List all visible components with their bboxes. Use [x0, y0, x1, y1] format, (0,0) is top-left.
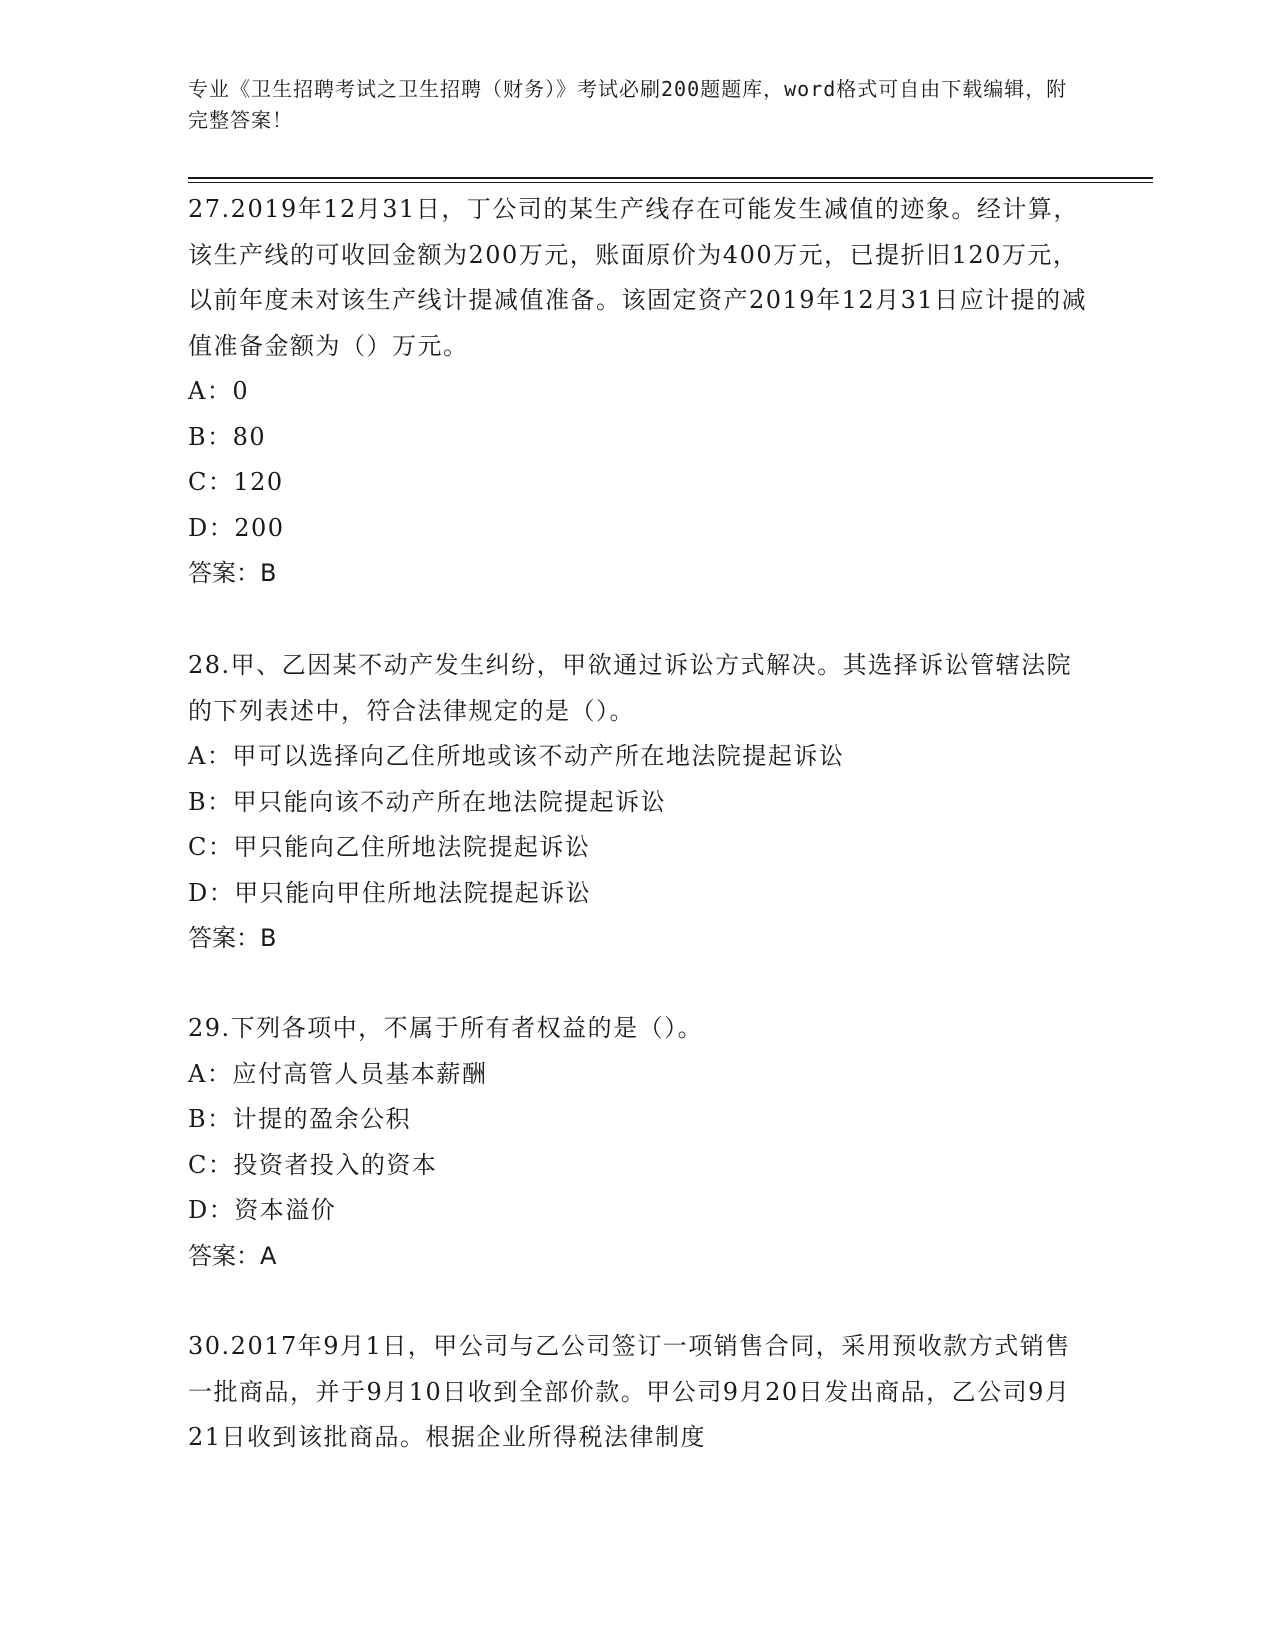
option-c: C：投资者投入的资本 — [188, 1150, 438, 1179]
option-b: B：计提的盈余公积 — [188, 1105, 412, 1133]
option-b: B：80 — [188, 422, 267, 451]
question-stem: 29.下列各项中，不属于所有者权益的是（）。 — [188, 1014, 704, 1042]
header-divider-thin — [188, 182, 1153, 183]
option-a: A：应付高管人员基本薪酬 — [188, 1059, 488, 1088]
option-a: A：甲可以选择向乙住所地或该不动产所在地法院提起诉讼 — [188, 742, 845, 770]
option-d: D：资本溢价 — [188, 1196, 337, 1224]
answer-line: 答案：B — [188, 924, 277, 952]
question-28 — [188, 643, 1088, 962]
header-divider-thick — [188, 177, 1153, 179]
question-stem: 30.2017年9月1日，甲公司与乙公司签订一项销售合同，采用预收款方式销售一批商品，并于9月10日收到全部价款。甲公司9月20日发出商品，乙公司9月21日收到该批商品。根据企业所得税法律制度 — [188, 1332, 1071, 1451]
option-b: B：甲只能向该不动产所在地法院提起诉讼 — [188, 787, 667, 816]
question-30 — [188, 1324, 1088, 1461]
option-c: C：120 — [188, 468, 284, 496]
answer-line: 答案：B — [188, 559, 277, 587]
question-27 — [188, 187, 1088, 597]
option-d: D：200 — [188, 513, 285, 542]
question-29 — [188, 1006, 1088, 1279]
answer-line: 答案：A — [188, 1241, 277, 1270]
document-header — [188, 74, 1088, 136]
option-c: C：甲只能向乙住所地法院提起诉讼 — [188, 833, 591, 861]
question-stem: 28.甲、乙因某不动产发生纠纷，甲欲通过诉讼方式解决。其选择诉讼管辖法院的下列表述中，符合法律规定的是（）。 — [188, 651, 1073, 725]
header-intro-text: 专业《卫生招聘考试之卫生招聘（财务）》考试必刷200题题库，word格式可自由下载编辑，附完整答案！ — [188, 77, 1068, 132]
question-stem: 27.2019年12月31日，丁公司的某生产线存在可能发生减值的迹象。经计算，该生产线的可收回金额为200万元，账面原价为400万元，已提折旧120万元，以前年度未对该生产线计提减值准备。该固定资产2019年12月31日应计提的减值准备金额为（）万元。 — [188, 195, 1088, 360]
option-d: D：甲只能向甲住所地法院提起诉讼 — [188, 878, 592, 907]
option-a: A：0 — [188, 377, 250, 405]
